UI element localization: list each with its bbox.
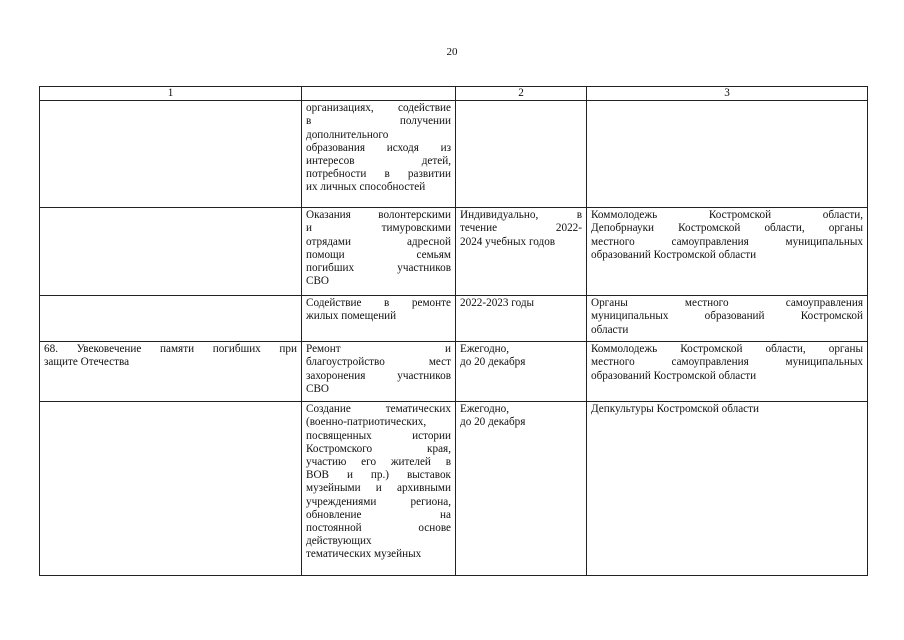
- cell-line: интересов детей,: [306, 155, 451, 168]
- cell-line: СВО: [306, 275, 330, 288]
- table-cell-col3: [456, 342, 587, 402]
- header-cell-1: 1: [40, 87, 302, 101]
- cell-line: образования исходя из: [306, 141, 451, 154]
- cell-line: тематических музейных: [306, 548, 422, 561]
- header-cell-empty: [302, 87, 456, 101]
- header-cell-2: 2: [456, 87, 587, 101]
- cell-line: Оказания волонтерскими: [306, 209, 451, 222]
- cell-line: обновление на: [306, 508, 451, 521]
- table-cell-col3: [456, 208, 587, 296]
- table-cell-col4: [587, 402, 868, 576]
- cell-line: Депобрнауки Костромской области, органы: [591, 222, 863, 235]
- cell-line: течение 2022-: [460, 222, 582, 235]
- table-cell-col2: [302, 402, 456, 576]
- cell-line: отрядами адресной: [306, 235, 451, 248]
- cell-line: Создание тематических: [306, 403, 451, 416]
- table-cell-col4: [587, 296, 868, 342]
- cell-line: Ремонт и: [306, 343, 451, 356]
- cell-line: образований Костромской области: [591, 369, 757, 382]
- cell-line: Коммолодежь Костромской области,: [591, 209, 863, 222]
- cell-line: образований Костромской области: [591, 248, 757, 261]
- cell-line: учреждениями региона,: [306, 495, 451, 508]
- table-cell-col2: [302, 342, 456, 402]
- table-cell-col3: [456, 296, 587, 342]
- cell-line: 2024 учебных годов: [460, 235, 556, 248]
- cell-line: Органы местного самоуправления: [591, 297, 863, 310]
- cell-line: жилых помещений: [306, 310, 397, 323]
- cell-line: Депкультуры Костромской области: [591, 403, 760, 416]
- cell-line: дополнительного: [306, 128, 389, 141]
- table-cell-col4: [587, 101, 868, 208]
- cell-line: до 20 декабря: [460, 416, 526, 429]
- table-cell-col1: [40, 402, 302, 576]
- table-row: [40, 101, 868, 208]
- cell-line: муниципальных образований Костромской: [591, 310, 863, 323]
- cell-line: посвященных истории: [306, 429, 451, 442]
- cell-line: Ежегодно,: [460, 343, 510, 356]
- table-header-row: [40, 87, 868, 101]
- cell-line: действующих: [306, 535, 372, 548]
- cell-line: Коммолодежь Костромской области, органы: [591, 343, 863, 356]
- cell-line: музейными и архивными: [306, 482, 451, 495]
- plan-table: [39, 86, 868, 576]
- header-cell-3: 3: [587, 87, 868, 101]
- table-cell-col1: [40, 342, 302, 402]
- table-row: [40, 402, 868, 576]
- table-cell-col2: [302, 296, 456, 342]
- cell-line: в получении: [306, 115, 451, 128]
- table-cell-col1: [40, 101, 302, 208]
- cell-line: участию его жителей в: [306, 456, 451, 469]
- table-cell-col4: [587, 342, 868, 402]
- cell-line: защите Отечества: [44, 356, 130, 369]
- table-cell-col3: [456, 101, 587, 208]
- cell-line: до 20 декабря: [460, 356, 526, 369]
- cell-line: области: [591, 323, 629, 336]
- cell-line: Индивидуально, в: [460, 209, 582, 222]
- cell-line: СВО: [306, 382, 330, 395]
- page-number: 20: [446, 46, 458, 58]
- cell-line: их личных способностей: [306, 181, 426, 194]
- table-cell-col1: [40, 296, 302, 342]
- cell-line: 68. Увековечение памяти погибших при: [44, 343, 297, 356]
- cell-line: помощи семьям: [306, 248, 451, 261]
- cell-line: захоронения участников: [306, 369, 451, 382]
- cell-line: погибших участников: [306, 262, 451, 275]
- cell-line: постоянной основе: [306, 522, 451, 535]
- table-cell-col4: [587, 208, 868, 296]
- cell-line: (военно-патриотических,: [306, 416, 427, 429]
- table-cell-col1: [40, 208, 302, 296]
- table-row: [40, 296, 868, 342]
- table-cell-col3: [456, 402, 587, 576]
- cell-line: потребности в развитии: [306, 168, 451, 181]
- cell-line: и тимуровскими: [306, 222, 451, 235]
- table-cell-col2: [302, 208, 456, 296]
- table-row: [40, 342, 868, 402]
- cell-line: организациях, содействие: [306, 102, 451, 115]
- cell-line: благоустройство мест: [306, 356, 451, 369]
- cell-line: Костромского края,: [306, 442, 451, 455]
- cell-line: местного самоуправления муниципальных: [591, 356, 863, 369]
- cell-line: 2022-2023 годы: [460, 297, 535, 310]
- table-cell-col2: [302, 101, 456, 208]
- cell-line: ВОВ и пр.) выставок: [306, 469, 451, 482]
- cell-line: Содействие в ремонте: [306, 297, 451, 310]
- cell-line: Ежегодно,: [460, 403, 510, 416]
- cell-line: местного самоуправления муниципальных: [591, 235, 863, 248]
- table-row: [40, 208, 868, 296]
